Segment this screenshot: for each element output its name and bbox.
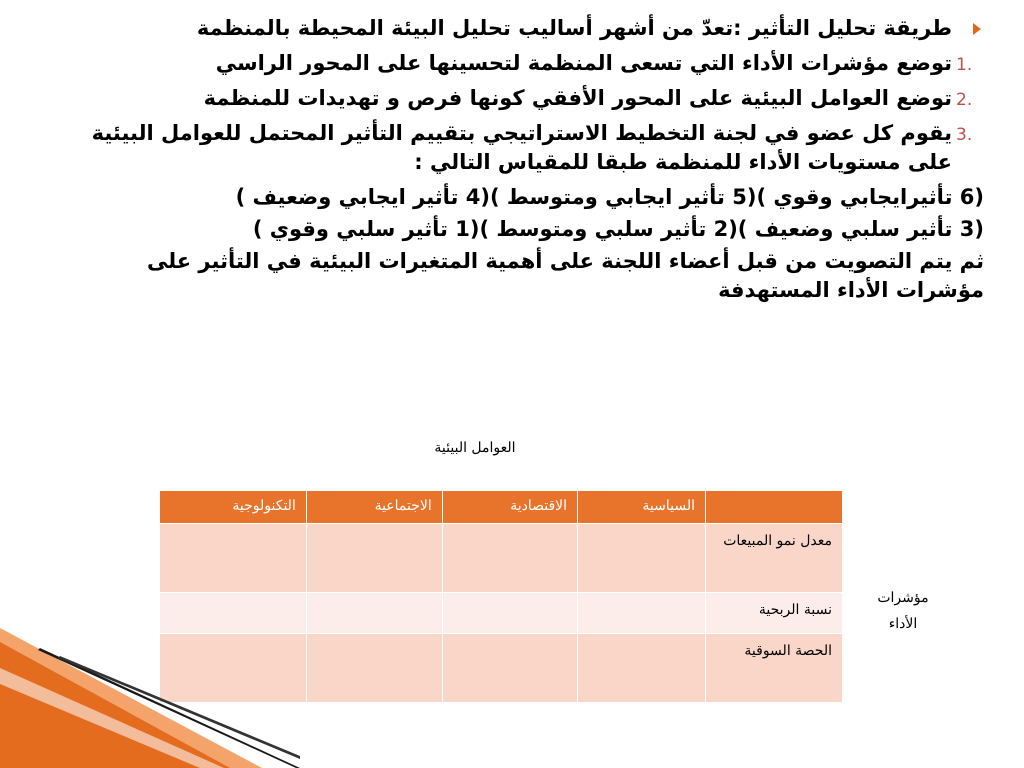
- step-number: 1.: [956, 55, 973, 75]
- table-cell: [306, 634, 442, 703]
- scale-line-1: (6 تأثيرايجابي وقوي )(5 تأثير ايجابي ومتوسط )(4 تأثير ايجابي وضعيف ): [235, 185, 984, 209]
- performance-indicators-label: مؤشرات الأداء: [877, 590, 929, 632]
- table-cell: [442, 593, 577, 634]
- slide-body: [60, 14, 984, 311]
- table-cell: [442, 524, 577, 593]
- column-header: الاقتصادية: [442, 491, 577, 524]
- table-header-row: [160, 491, 843, 524]
- table-cell: [578, 524, 706, 593]
- step-item: [60, 84, 984, 113]
- step-item: [60, 119, 984, 177]
- row-header: الحصة السوقية: [706, 634, 843, 703]
- table-cell: [578, 634, 706, 703]
- table-row: [160, 524, 843, 593]
- intro-line: [60, 14, 984, 43]
- row-header: نسبة الربحية: [706, 593, 843, 634]
- scale-line-2: (3 تأثير سلبي وضعيف )(2 تأثير سلبي ومتوسط )(1 تأثير سلبي وقوي ): [252, 217, 984, 241]
- table-cell: [306, 524, 442, 593]
- arrow-bullet-icon: [973, 23, 981, 35]
- step-text: يقوم كل عضو في لجنة التخطيط الاستراتيجي بتقييم التأثير المحتمل للعوامل البيئية على مستويات الأداء للمنظمة طبقا للمقياس التالي :: [91, 121, 952, 174]
- closing-text: ثم يتم التصويت من قبل أعضاء اللجنة على أهمية المتغيرات البيئية في التأثير على مؤشرات الأداء المستهدفة: [146, 249, 984, 302]
- decorative-swoosh-graphic: [0, 628, 300, 768]
- column-header: التكنولوجية: [160, 491, 307, 524]
- column-header: الاجتماعية: [306, 491, 442, 524]
- row-header: معدل نمو المبيعات: [706, 524, 843, 593]
- step-text: توضع مؤشرات الأداء التي تسعى المنظمة لتحسينها على المحور الراسي: [215, 51, 952, 75]
- table-caption: العوامل البيئية: [434, 440, 516, 456]
- step-number: 2.: [956, 90, 973, 110]
- intro-text: طريقة تحليل التأثير :تعدّ من أشهر أساليب تحليل البيئة المحيطة بالمنظمة: [196, 16, 952, 40]
- step-text: توضع العوامل البيئية على المحور الأفقي كونها فرص و تهديدات للمنظمة: [203, 86, 952, 110]
- table-cell: [442, 634, 577, 703]
- table-cell: [306, 593, 442, 634]
- corner-cell: [706, 491, 843, 524]
- step-item: [60, 49, 984, 78]
- table-cell: [578, 593, 706, 634]
- step-number: 3.: [956, 125, 973, 145]
- column-header: السياسية: [578, 491, 706, 524]
- table-cell: [160, 524, 307, 593]
